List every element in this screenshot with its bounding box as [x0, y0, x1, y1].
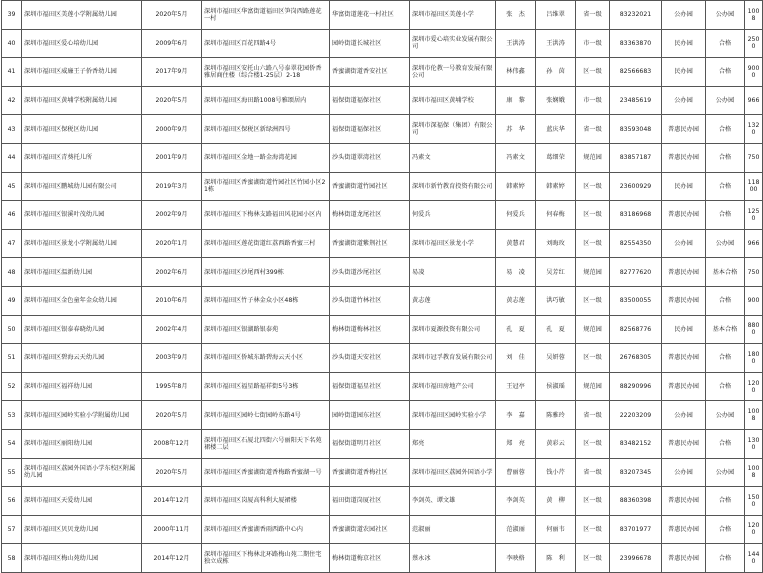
kindergarten-name-cell: 深圳市福田区金色童年金众幼儿园	[22, 286, 142, 315]
assessment-cell: 合格	[706, 58, 745, 87]
principal-cell: 孙 茵	[536, 58, 576, 87]
principal-cell: 韩素婷	[536, 172, 576, 201]
fee-cell: 1300	[745, 429, 763, 458]
sponsor-cell: 深圳市夏源投资有限公司	[410, 315, 496, 344]
phone-cell: 26768305	[610, 344, 662, 373]
address-cell: 深圳市福田区香蜜湖香雨西路中心内	[202, 515, 330, 544]
assessment-cell: 合格	[706, 115, 745, 144]
grade-level-cell: 规范园	[576, 258, 610, 287]
phone-cell: 83232021	[610, 1, 662, 30]
school-type-cell: 普惠民办园	[662, 372, 706, 401]
founded-date-cell: 2019年3月	[142, 172, 202, 201]
assessment-cell: 合格	[706, 429, 745, 458]
row-number-cell: 43	[2, 115, 22, 144]
row-number-cell: 56	[2, 487, 22, 516]
legal-representative-cell: 冯素文	[496, 143, 536, 172]
assessment-cell: 基本合格	[706, 258, 745, 287]
street-community-cell: 福田街道岗厦社区	[330, 487, 410, 516]
address-cell: 深圳市福田区银湖路银泰苑	[202, 315, 330, 344]
sponsor-cell: 深圳市福田区园岭实验小学	[410, 401, 496, 430]
address-cell: 深圳市福田区下梅林北环路梅山苑二期住宅独立成栋	[202, 544, 330, 573]
fee-cell: 1250	[745, 201, 763, 230]
address-cell: 深圳市福田区百花四路4号	[202, 29, 330, 58]
table-row	[2, 515, 763, 544]
fee-cell: 900	[745, 286, 763, 315]
address-cell: 深圳市福田区莲花街道红荔西路香蜜三村	[202, 229, 330, 258]
table-row	[2, 143, 763, 172]
principal-cell: 黄彩云	[536, 429, 576, 458]
address-cell: 深圳市福田区岗厦高科利大厦裙楼	[202, 487, 330, 516]
kindergarten-name-cell: 深圳市福田区爱心培幼儿园	[22, 29, 142, 58]
founded-date-cell: 2008年12月	[142, 429, 202, 458]
legal-representative-cell: 张 杰	[496, 1, 536, 30]
fee-cell: 8800	[745, 315, 763, 344]
founded-date-cell: 2000年11月	[142, 515, 202, 544]
table-row	[2, 286, 763, 315]
kindergarten-name-cell: 深圳市福田区温新幼儿园	[22, 258, 142, 287]
sponsor-cell: 深圳市伦教一号教育发展有限公司	[410, 58, 496, 87]
grade-level-cell: 区一级	[576, 487, 610, 516]
grade-level-cell: 市一级	[576, 29, 610, 58]
founded-date-cell: 2014年12月	[142, 544, 202, 573]
founded-date-cell: 2009年6月	[142, 29, 202, 58]
founded-date-cell: 1995年8月	[142, 372, 202, 401]
row-number-cell: 55	[2, 458, 22, 487]
fee-cell: 1200	[745, 372, 763, 401]
principal-cell: 张娴娥	[536, 86, 576, 115]
phone-cell: 82568776	[610, 315, 662, 344]
row-number-cell: 45	[2, 172, 22, 201]
founded-date-cell: 2001年9月	[142, 143, 202, 172]
address-cell: 深圳市福田区福星路福祥街5号3栋	[202, 372, 330, 401]
phone-cell: 83482152	[610, 429, 662, 458]
principal-cell: 洪巧敏	[536, 286, 576, 315]
school-type-cell: 普惠民办园	[662, 258, 706, 287]
sponsor-cell: 深圳市深福保（集团）有限公司	[410, 115, 496, 144]
row-number-cell: 48	[2, 258, 22, 287]
table-row	[2, 487, 763, 516]
phone-cell: 83593048	[610, 115, 662, 144]
row-number-cell: 57	[2, 515, 22, 544]
founded-date-cell: 2020年5月	[142, 86, 202, 115]
principal-cell: 吕维翠	[536, 1, 576, 30]
school-type-cell: 公办园	[662, 86, 706, 115]
table-row	[2, 229, 763, 258]
fee-cell: 966	[745, 86, 763, 115]
kindergarten-name-cell: 深圳市福田区银溪叶茂幼儿园	[22, 201, 142, 230]
school-type-cell: 公办园	[662, 1, 706, 30]
kindergarten-name-cell: 深圳市福田区荔园外国语小学东校区附属幼儿园	[22, 458, 142, 487]
table-row	[2, 86, 763, 115]
founded-date-cell: 2010年6月	[142, 286, 202, 315]
school-type-cell: 公办园	[662, 229, 706, 258]
street-community-cell: 福保街道明月社区	[330, 429, 410, 458]
assessment-cell: 合格	[706, 143, 745, 172]
legal-representative-cell: 黄慧君	[496, 229, 536, 258]
kindergarten-name-cell: 深圳市福田区梅山苑幼儿园	[22, 544, 142, 573]
founded-date-cell: 2003年9月	[142, 344, 202, 373]
address-cell: 深圳市福田区香蜜湖街道香梅路香蜜湖一号	[202, 458, 330, 487]
kindergarten-name-cell: 深圳市福田区银泰春晓幼儿园	[22, 315, 142, 344]
fee-cell: 1500	[745, 487, 763, 516]
founded-date-cell: 2020年5月	[142, 401, 202, 430]
table-body	[2, 1, 763, 573]
grade-level-cell: 区一级	[576, 429, 610, 458]
grade-level-cell: 省一级	[576, 458, 610, 487]
street-community-cell: 梅林街道龙尾社区	[330, 201, 410, 230]
address-cell: 深圳市福田区金地一路金海湾花园	[202, 143, 330, 172]
principal-cell: 陈 利	[536, 544, 576, 573]
phone-cell: 82554350	[610, 229, 662, 258]
legal-representative-cell: 李 嘉	[496, 401, 536, 430]
legal-representative-cell: 何爱兵	[496, 201, 536, 230]
grade-level-cell: 规范园	[576, 372, 610, 401]
principal-cell: 吴芳红	[536, 258, 576, 287]
table-row	[2, 258, 763, 287]
legal-representative-cell: 韩素婷	[496, 172, 536, 201]
table-row	[2, 315, 763, 344]
sponsor-cell: 何爱兵	[410, 201, 496, 230]
legal-representative-cell: 王冠亭	[496, 372, 536, 401]
address-cell: 深圳市福田区竹子林金众小区48栋	[202, 286, 330, 315]
street-community-cell: 梅林街道梅京社区	[330, 544, 410, 573]
kindergarten-name-cell: 深圳市福田区福祥幼儿园	[22, 372, 142, 401]
founded-date-cell: 2017年9月	[142, 58, 202, 87]
kindergarten-name-cell: 深圳市福田区景龙小学附属幼儿园	[22, 229, 142, 258]
phone-cell: 83207345	[610, 458, 662, 487]
grade-level-cell: 市一级	[576, 86, 610, 115]
grade-level-cell: 区一级	[576, 229, 610, 258]
principal-cell: 侯淑瑶	[536, 372, 576, 401]
grade-level-cell: 区一级	[576, 286, 610, 315]
phone-cell: 83857187	[610, 143, 662, 172]
legal-representative-cell: 易 凌	[496, 258, 536, 287]
assessment-cell: 公办园	[706, 458, 745, 487]
sponsor-cell: 易凌	[410, 258, 496, 287]
fee-cell: 750	[745, 143, 763, 172]
street-community-cell: 园岭街道园东社区	[330, 401, 410, 430]
school-type-cell: 普惠民办园	[662, 429, 706, 458]
address-cell: 深圳市福田区下梅林支路福田风花园小区内	[202, 201, 330, 230]
legal-representative-cell: 苏 华	[496, 115, 536, 144]
street-community-cell: 华富街道莲花一村社区	[330, 1, 410, 30]
sponsor-cell: 深圳市福田区荔园外国语小学	[410, 458, 496, 487]
assessment-cell: 合格	[706, 372, 745, 401]
assessment-cell: 公办园	[706, 229, 745, 258]
kindergarten-name-cell: 深圳市福田区园岭实验小学附属幼儿园	[22, 401, 142, 430]
school-type-cell: 普惠民办园	[662, 143, 706, 172]
founded-date-cell: 2002年6月	[142, 258, 202, 287]
fee-cell: 9000	[745, 58, 763, 87]
street-community-cell: 福保街道福保社区	[330, 86, 410, 115]
row-number-cell: 42	[2, 86, 22, 115]
grade-level-cell: 区一级	[576, 58, 610, 87]
row-number-cell: 47	[2, 229, 22, 258]
kindergarten-name-cell: 深圳市福田区青葵托儿所	[22, 143, 142, 172]
row-number-cell: 52	[2, 372, 22, 401]
fee-cell: 2500	[745, 29, 763, 58]
kindergarten-name-cell: 深圳市福田区威廉王子侨香幼儿园	[22, 58, 142, 87]
fee-cell: 1320	[745, 115, 763, 144]
street-community-cell: 福保街道福星社区	[330, 372, 410, 401]
street-community-cell: 沙头街道天安社区	[330, 344, 410, 373]
assessment-cell: 公办园	[706, 401, 745, 430]
assessment-cell: 合格	[706, 29, 745, 58]
school-type-cell: 普惠民办园	[662, 286, 706, 315]
legal-representative-cell: 孔 夏	[496, 315, 536, 344]
assessment-cell: 合格	[706, 487, 745, 516]
kindergarten-name-cell: 深圳市福田区保税区幼儿园	[22, 115, 142, 144]
row-number-cell: 46	[2, 201, 22, 230]
phone-cell: 83500055	[610, 286, 662, 315]
assessment-cell: 合格	[706, 172, 745, 201]
assessment-cell: 基本合格	[706, 315, 745, 344]
address-cell: 深圳市福田区保税区新绿洲四号	[202, 115, 330, 144]
phone-cell: 83363870	[610, 29, 662, 58]
row-number-cell: 58	[2, 544, 22, 573]
founded-date-cell: 2000年9月	[142, 115, 202, 144]
school-type-cell: 民办园	[662, 29, 706, 58]
founded-date-cell: 2020年5月	[142, 1, 202, 30]
table-row	[2, 401, 763, 430]
assessment-cell: 合格	[706, 286, 745, 315]
grade-level-cell: 省一级	[576, 115, 610, 144]
sponsor-cell: 冯素文	[410, 143, 496, 172]
address-cell: 深圳市福田区海田路1008号雅颂居内	[202, 86, 330, 115]
phone-cell: 23600929	[610, 172, 662, 201]
row-number-cell: 40	[2, 29, 22, 58]
sponsor-cell: 郑亮	[410, 429, 496, 458]
founded-date-cell: 2002年9月	[142, 201, 202, 230]
principal-cell: 何春梅	[536, 201, 576, 230]
principal-cell: 刘晦玫	[536, 229, 576, 258]
grade-level-cell: 区一级	[576, 344, 610, 373]
grade-level-cell: 规范园	[576, 143, 610, 172]
phone-cell: 88290996	[610, 372, 662, 401]
table-row	[2, 115, 763, 144]
table-row	[2, 429, 763, 458]
row-number-cell: 53	[2, 401, 22, 430]
fee-cell: 966	[745, 229, 763, 258]
phone-cell: 23485619	[610, 86, 662, 115]
street-community-cell: 香蜜湖街道紫荆社区	[330, 229, 410, 258]
school-type-cell: 民办园	[662, 172, 706, 201]
grade-level-cell: 区一级	[576, 515, 610, 544]
sponsor-cell: 深圳市福田区景龙小学	[410, 229, 496, 258]
school-type-cell: 普惠民办园	[662, 344, 706, 373]
table-row	[2, 58, 763, 87]
address-cell: 深圳市福田区华富街道福田区笋岗西路莲花一村	[202, 1, 330, 30]
address-cell: 深圳市福田区侨城东路碧海云天小区	[202, 344, 330, 373]
table-row	[2, 201, 763, 230]
grade-level-cell: 区一级	[576, 201, 610, 230]
grade-level-cell: 区一级	[576, 172, 610, 201]
fee-cell: 750	[745, 258, 763, 287]
address-cell: 深圳市福田区石厦北四街六号丽阳天下名苑裙楼二层	[202, 429, 330, 458]
table-row	[2, 29, 763, 58]
assessment-cell: 合格	[706, 344, 745, 373]
legal-representative-cell: 范淑丽	[496, 515, 536, 544]
school-type-cell: 公办园	[662, 401, 706, 430]
sponsor-cell: 蔡永冰	[410, 544, 496, 573]
founded-date-cell: 2014年12月	[142, 487, 202, 516]
assessment-cell: 合格	[706, 201, 745, 230]
phone-cell: 88360398	[610, 487, 662, 516]
row-number-cell: 50	[2, 315, 22, 344]
street-community-cell: 梅林街道梅林社区	[330, 315, 410, 344]
fee-cell: 1008	[745, 1, 763, 30]
kindergarten-name-cell: 深圳市福田区碧海云天幼儿园	[22, 344, 142, 373]
fee-cell: 1008	[745, 458, 763, 487]
kindergarten-name-cell: 深圳市福田区天爱幼儿园	[22, 487, 142, 516]
assessment-cell: 合格	[706, 515, 745, 544]
principal-cell: 孔 夏	[536, 315, 576, 344]
sponsor-cell: 深圳市福田区黄埔学校	[410, 86, 496, 115]
table-row	[2, 1, 763, 30]
fee-cell: 1440	[745, 544, 763, 573]
street-community-cell: 福保街道福保社区	[330, 115, 410, 144]
street-community-cell: 香蜜湖街道香安社区	[330, 58, 410, 87]
school-type-cell: 普惠民办园	[662, 515, 706, 544]
founded-date-cell: 2020年5月	[142, 458, 202, 487]
school-type-cell: 民办园	[662, 315, 706, 344]
address-cell: 深圳市福田区园岭七街园岭东路4号	[202, 401, 330, 430]
table-row	[2, 544, 763, 573]
fee-cell: 11800	[745, 172, 763, 201]
grade-level-cell: 区一级	[576, 544, 610, 573]
principal-cell: 钱小芹	[536, 458, 576, 487]
principal-cell: 葛细荣	[536, 143, 576, 172]
kindergarten-name-cell: 深圳市福田区贝贝龙幼儿园	[22, 515, 142, 544]
phone-cell: 22203209	[610, 401, 662, 430]
legal-representative-cell: 王洪涛	[496, 29, 536, 58]
table-row	[2, 344, 763, 373]
grade-level-cell: 规范园	[576, 315, 610, 344]
founded-date-cell: 2002年4月	[142, 315, 202, 344]
address-cell: 深圳市福田区沙尾西村399栋	[202, 258, 330, 287]
row-number-cell: 51	[2, 344, 22, 373]
assessment-cell: 合格	[706, 544, 745, 573]
row-number-cell: 49	[2, 286, 22, 315]
kindergarten-name-cell: 深圳市福田区丽阳幼儿园	[22, 429, 142, 458]
principal-cell: 吴妍蓉	[536, 344, 576, 373]
phone-cell: 23996678	[610, 544, 662, 573]
street-community-cell: 香蜜湖街道农园社区	[330, 515, 410, 544]
row-number-cell: 41	[2, 58, 22, 87]
grade-level-cell: 省一级	[576, 1, 610, 30]
row-number-cell: 54	[2, 429, 22, 458]
legal-representative-cell: 李剑英	[496, 487, 536, 516]
street-community-cell: 香蜜湖街道竹园社区	[330, 172, 410, 201]
address-cell: 深圳市福田区安托山六路八号泰翠花园侨香雅居商住楼（综合楼1-25层）2-18	[202, 58, 330, 87]
assessment-cell: 公办园	[706, 86, 745, 115]
fee-cell: 1008	[745, 401, 763, 430]
school-type-cell: 普惠民办园	[662, 201, 706, 230]
sponsor-cell: 范淑丽	[410, 515, 496, 544]
street-community-cell: 香蜜湖街道香梅社区	[330, 458, 410, 487]
phone-cell: 83701977	[610, 515, 662, 544]
sponsor-cell: 深圳市爱心培实业发展有限公司	[410, 29, 496, 58]
founded-date-cell: 2020年1月	[142, 229, 202, 258]
legal-representative-cell: 黄志莲	[496, 286, 536, 315]
address-cell: 深圳市福田区香蜜湖街道竹园社区竹园小区21栋	[202, 172, 330, 201]
phone-cell: 82777620	[610, 258, 662, 287]
kindergarten-table	[1, 0, 763, 573]
principal-cell: 黄 柳	[536, 487, 576, 516]
legal-representative-cell: 康 黎	[496, 86, 536, 115]
street-community-cell: 沙头街道沙尾社区	[330, 258, 410, 287]
row-number-cell: 44	[2, 143, 22, 172]
sponsor-cell: 深圳市福田区美莲小学	[410, 1, 496, 30]
row-number-cell: 39	[2, 1, 22, 30]
fee-cell: 1800	[745, 344, 763, 373]
legal-representative-cell: 李映格	[496, 544, 536, 573]
legal-representative-cell: 曹丽蓉	[496, 458, 536, 487]
street-community-cell: 沙头街道竹林社区	[330, 286, 410, 315]
sponsor-cell: 深圳市新竹教育投资有限公司	[410, 172, 496, 201]
legal-representative-cell: 林伟鑫	[496, 58, 536, 87]
kindergarten-name-cell: 深圳市福田区黄埔学校附属幼儿园	[22, 86, 142, 115]
sponsor-cell: 李剑英、谭文雄	[410, 487, 496, 516]
table-row	[2, 172, 763, 201]
school-type-cell: 普惠民办园	[662, 115, 706, 144]
legal-representative-cell: 刘 佳	[496, 344, 536, 373]
legal-representative-cell: 郑 亮	[496, 429, 536, 458]
table-row	[2, 458, 763, 487]
table-row	[2, 372, 763, 401]
sponsor-cell: 黄志莲	[410, 286, 496, 315]
principal-cell: 王洪涛	[536, 29, 576, 58]
fee-cell: 1200	[745, 515, 763, 544]
school-type-cell: 普惠民办园	[662, 544, 706, 573]
street-community-cell: 园岭街道长城社区	[330, 29, 410, 58]
principal-cell: 蓝庆华	[536, 115, 576, 144]
phone-cell: 82566683	[610, 58, 662, 87]
phone-cell: 83186968	[610, 201, 662, 230]
kindergarten-name-cell: 深圳市福田区美莲小学附属幼儿园	[22, 1, 142, 30]
sponsor-cell: 深圳市福田房地产公司	[410, 372, 496, 401]
assessment-cell: 公办园	[706, 1, 745, 30]
grade-level-cell: 省一级	[576, 401, 610, 430]
principal-cell: 陈雅玲	[536, 401, 576, 430]
street-community-cell: 沙头街道翠湾社区	[330, 143, 410, 172]
school-type-cell: 公办园	[662, 458, 706, 487]
school-type-cell: 民办园	[662, 58, 706, 87]
sponsor-cell: 深圳市冠孚教育发展有限公司	[410, 344, 496, 373]
kindergarten-name-cell: 深圳市福田区鹏城幼儿园有限公司	[22, 172, 142, 201]
principal-cell: 何丽韦	[536, 515, 576, 544]
school-type-cell: 普惠民办园	[662, 487, 706, 516]
